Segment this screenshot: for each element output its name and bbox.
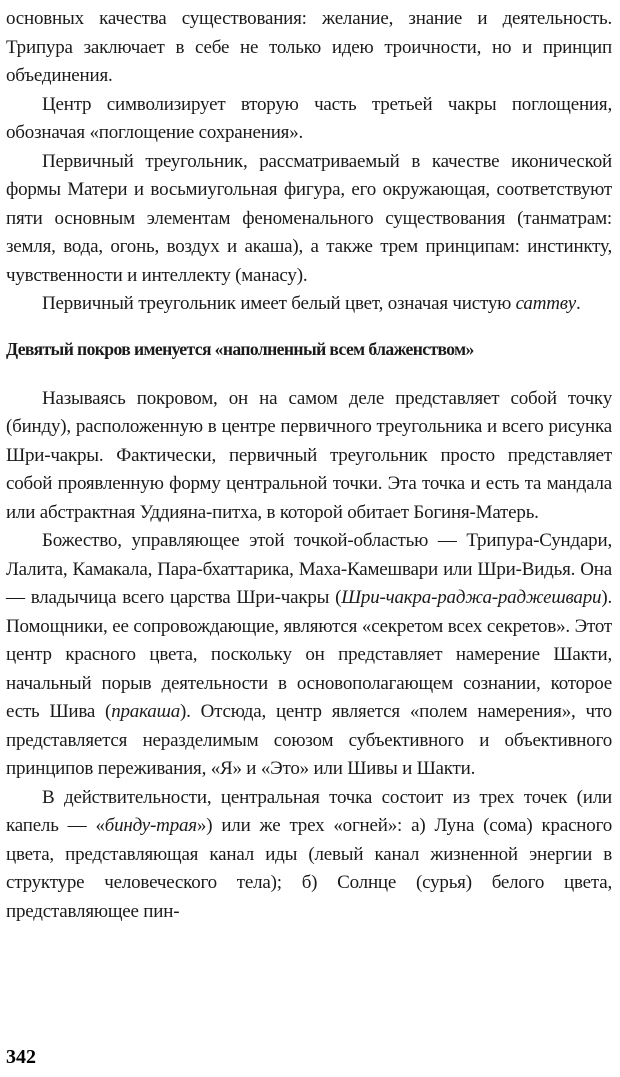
text-segment: ») или же трех «огней»: а) Луна (сома) красного цвета, представляющая канал иды (левый канал жизненной энергии в структуре человеческого тела); б) Солнце (сурья) белого цвета, представляющее пин- — [6, 815, 612, 922]
paragraph — [6, 385, 612, 528]
section-heading: Девятый покров именуется «наполненный всем блаженством» — [6, 338, 474, 359]
italic-term: бинду-трая — [104, 815, 197, 836]
paragraph — [6, 148, 612, 291]
text-segment: ). Помощники, ее сопровождающие, являются «секретом всех секретов». Этот центр красного цвета, поскольку он представляет намерение Шакти, начальный порыв деятельности в основополагающем сознании, которое есть Шива ( — [6, 587, 612, 722]
text-segment: Первичный треугольник, рассматриваемый в качестве иконической формы Матери и восьмиугольная фигура, его окружающая, соответствуют пяти основным элементам феноменального существования (танматрам: земля, вода, огонь, воздух и акаша), а также трем принципам: инстинкту, чувственности и интеллекту (манасу). — [6, 150, 612, 286]
text-segment: Называясь покровом, он на самом деле представляет собой точку (бинду), расположенную в центре первичного треугольника и всего рисунка Шри-чакры. Фактически, первичный треугольник просто представляет собой проявленную форму центральной точки. Эта точка и есть та мандала или абстрактная Уддияна-питха, в которой обитает Богиня-Матерь. — [6, 387, 612, 523]
italic-term: пракаша — [111, 701, 181, 722]
paragraph — [6, 91, 612, 148]
paragraph — [6, 784, 612, 927]
italic-term: саттву — [515, 293, 577, 314]
text-segment: . — [576, 293, 581, 314]
text-segment: В действительности, центральная точка состоит из трех точек (или капель — « — [6, 786, 612, 836]
paragraph — [6, 5, 612, 91]
text-segment: ). Отсюда, центр является «полем намерения», что представляется неразделимым союзом субъективного и объективного принципов переживания, «Я» и «Это» или Шивы и Шакти. — [6, 701, 612, 779]
page-number: 342 — [6, 1046, 36, 1068]
text-segment: Первичный треугольник имеет белый цвет, означая чистую — [42, 293, 516, 314]
text-segment: Божество, управляющее этой точкой-областью — Трипура-Сундари, Лалита, Камакала, Пара-бхаттарика, Маха-Камешвари или Шри-Видья. Она — владычица всего царства Шри-чакры ( — [6, 530, 612, 608]
text-segment: Центр символизирует вторую часть третьей чакры поглощения, обозначая «поглощение сохранения». — [6, 93, 612, 143]
paragraph — [6, 527, 612, 784]
paragraph — [6, 290, 612, 319]
italic-term: Шри-чакра-раджа-раджешвари — [341, 587, 602, 608]
text-segment: основных качества существования: желание, знание и деятельность. Трипура заключает в себе не только идею троичности, но и принцип объединения. — [6, 8, 612, 86]
